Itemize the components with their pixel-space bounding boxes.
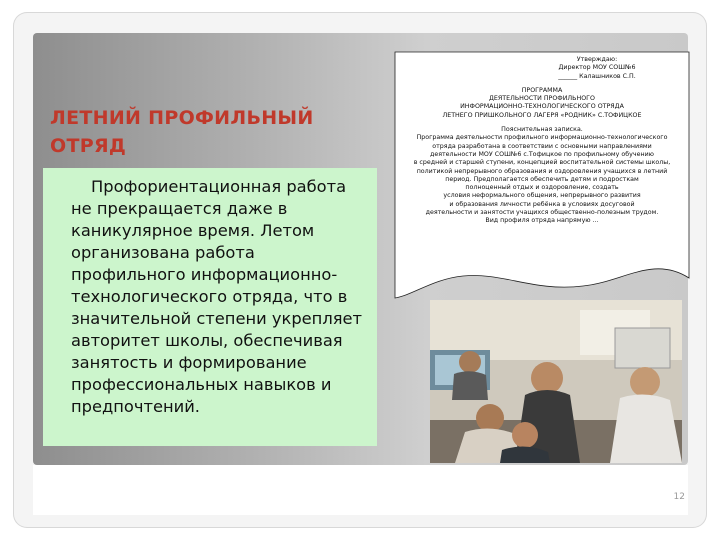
explanatory-note: Пояснительная записка. Программа деятельности профильного информационно-технологического отряда разработана в соответствии с основными направлениями деятельности МОУ СОШ№6 с.Тофицкое по профильному обучению в средней и старшей ступени, концепцией воспитательной системы школы, политикой непрерывного образования и оздоровления учащихся в летний период. Предполагается обеспечить детям и подросткам полноценный отдых и оздоровление, создать условия неформального общения, непрерывного развития и образования личности ребёнка в условиях досуговой деятельности и занятости учащихся общественно-полезным трудом. Вид профиля отряда напрямую ...: [413, 126, 671, 225]
approval-text: Утверждаю: Директор МОУ СОШ№6 ______ Калашников С.П.: [558, 56, 636, 80]
body-text: Профориентационная работа не прекращается даже в каникулярное время. Летом организована работа профильного информационно-технологического отряда, что в значительной степени укрепляет авторитет школы, обеспечивая занятость и формирование профессиональных навыков и предпочтений.: [71, 177, 363, 416]
program-document: [393, 50, 691, 300]
photo-illustration: [430, 300, 682, 463]
footer-area: [33, 465, 688, 515]
page-number: 12: [673, 492, 685, 502]
program-title: ПРОГРАММА ДЕЯТЕЛЬНОСТИ ПРОФИЛЬНОГО ИНФОРМАЦИОННО-ТЕХНОЛОГИЧЕСКОГО ОТРЯДА ЛЕТНЕГО ПРИШКОЛЬНОГО ЛАГЕРЯ «РОДНИК» С.ТОФИЦКОЕ: [442, 86, 642, 119]
slide-title: ЛЕТНИЙ ПРОФИЛЬНЫЙ ОТРЯД: [50, 107, 314, 157]
students-at-computers-photo: [430, 300, 682, 463]
body-text-box: [43, 168, 377, 446]
